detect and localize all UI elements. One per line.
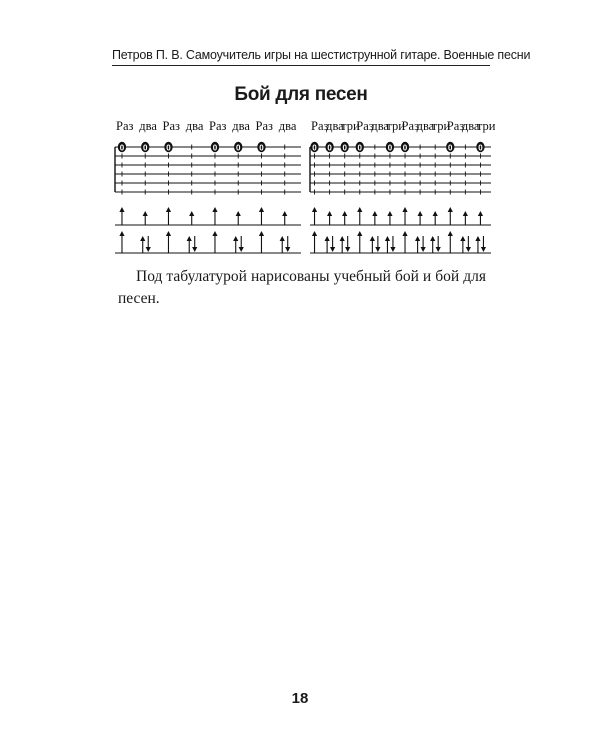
song-strum-arrow <box>421 236 426 252</box>
song-strum-arrow <box>345 236 350 252</box>
song-strum-arrow <box>436 236 441 252</box>
count-label: Раз <box>162 119 180 133</box>
note-label: 0 <box>387 143 393 153</box>
song-strum-arrow <box>390 236 395 252</box>
note-label: 0 <box>327 143 332 153</box>
running-head: Петров П. В. Самоучитель игры на шестиструнной гитаре. Военные песни <box>112 48 531 62</box>
learning-strum-arrow <box>372 211 377 225</box>
count-label: Раз <box>356 119 374 133</box>
learning-strum-arrow <box>282 211 287 225</box>
learning-strum-arrow <box>402 207 407 225</box>
song-strum-arrow <box>119 231 124 253</box>
note-label: 0 <box>235 143 241 153</box>
body-paragraph: Под табулатурой нарисованы учебный бой и бой для песен. <box>118 268 486 307</box>
note-label: 0 <box>448 143 453 153</box>
note-label: 0 <box>166 143 171 153</box>
note-label: 0 <box>357 143 363 153</box>
song-strum-arrow <box>166 231 171 253</box>
count-label: два <box>326 119 344 133</box>
count-label: три <box>341 119 360 133</box>
learning-strum-arrow <box>448 207 453 225</box>
count-label: два <box>416 119 435 133</box>
song-strum-arrow <box>370 236 375 253</box>
learning-strum-arrow <box>478 211 483 225</box>
learning-strum-arrow <box>433 211 438 225</box>
learning-strum-arrow <box>357 207 362 225</box>
song-strum-arrow <box>402 231 407 253</box>
note-label: 0 <box>478 143 483 153</box>
learning-strum-arrow <box>259 207 264 225</box>
song-strum-arrow <box>357 231 362 253</box>
song-strum-arrow <box>192 236 197 252</box>
song-strum-arrow <box>233 236 238 253</box>
song-strum-arrow <box>212 231 217 253</box>
count-label: два <box>461 119 480 133</box>
song-strum-arrow <box>448 231 453 253</box>
count-label: два <box>232 119 250 133</box>
count-label: три <box>476 119 496 133</box>
song-strum-arrow <box>385 236 390 253</box>
song-strum-arrow <box>430 236 435 253</box>
song-strum-arrow <box>140 236 145 253</box>
song-strum-arrow <box>340 236 345 253</box>
song-strum-arrow <box>187 236 192 253</box>
count-label: два <box>139 119 157 133</box>
song-strum-arrow <box>481 236 486 252</box>
learning-strum-arrow <box>119 207 124 225</box>
note-label: 0 <box>259 143 264 153</box>
song-strum-arrow <box>375 236 380 252</box>
song-strum-arrow <box>285 236 290 252</box>
note-label: 0 <box>342 143 347 153</box>
learning-strum-arrow <box>212 207 217 225</box>
note-label: 0 <box>142 143 148 153</box>
song-strum-arrow <box>280 236 285 253</box>
section-title: Бой для песен <box>234 84 368 105</box>
count-label: три <box>386 119 405 133</box>
song-strum-arrow <box>475 236 480 253</box>
note-label: 0 <box>212 143 218 153</box>
learning-strum-arrow <box>342 211 347 225</box>
note-label: 0 <box>312 143 317 153</box>
learning-strum-arrow <box>387 211 392 225</box>
learning-strum-arrow <box>463 211 468 225</box>
tablature-left-group <box>115 119 301 253</box>
note-label: 0 <box>119 143 125 153</box>
learning-strum-arrow <box>166 207 171 225</box>
count-label: три <box>431 119 451 133</box>
learning-strum-arrow <box>189 211 194 225</box>
count-label: Раз <box>311 119 329 133</box>
song-strum-arrow <box>259 231 264 253</box>
learning-strum-arrow <box>143 211 148 225</box>
count-label: Раз <box>209 119 227 133</box>
note-label: 0 <box>402 143 408 153</box>
count-label: Раз <box>401 119 419 133</box>
song-strum-arrow <box>415 236 420 253</box>
count-label: Раз <box>255 119 273 133</box>
count-label: Раз <box>116 119 134 133</box>
count-label: два <box>185 119 204 133</box>
count-label: два <box>278 119 297 133</box>
strumming-tablature <box>0 0 600 270</box>
learning-strum-arrow <box>418 211 423 225</box>
song-strum-arrow <box>330 236 335 252</box>
count-label: Раз <box>446 119 465 133</box>
song-strum-arrow <box>460 236 465 253</box>
page-number: 18 <box>291 690 309 707</box>
song-strum-arrow <box>325 236 330 253</box>
song-strum-arrow <box>466 236 471 252</box>
learning-strum-arrow <box>236 211 241 225</box>
learning-strum-arrow <box>327 211 332 225</box>
song-strum-arrow <box>239 236 244 252</box>
tablature-right-group <box>310 119 496 253</box>
song-strum-arrow <box>312 231 317 253</box>
count-label: два <box>371 119 389 133</box>
song-strum-arrow <box>146 236 151 252</box>
learning-strum-arrow <box>312 207 317 225</box>
